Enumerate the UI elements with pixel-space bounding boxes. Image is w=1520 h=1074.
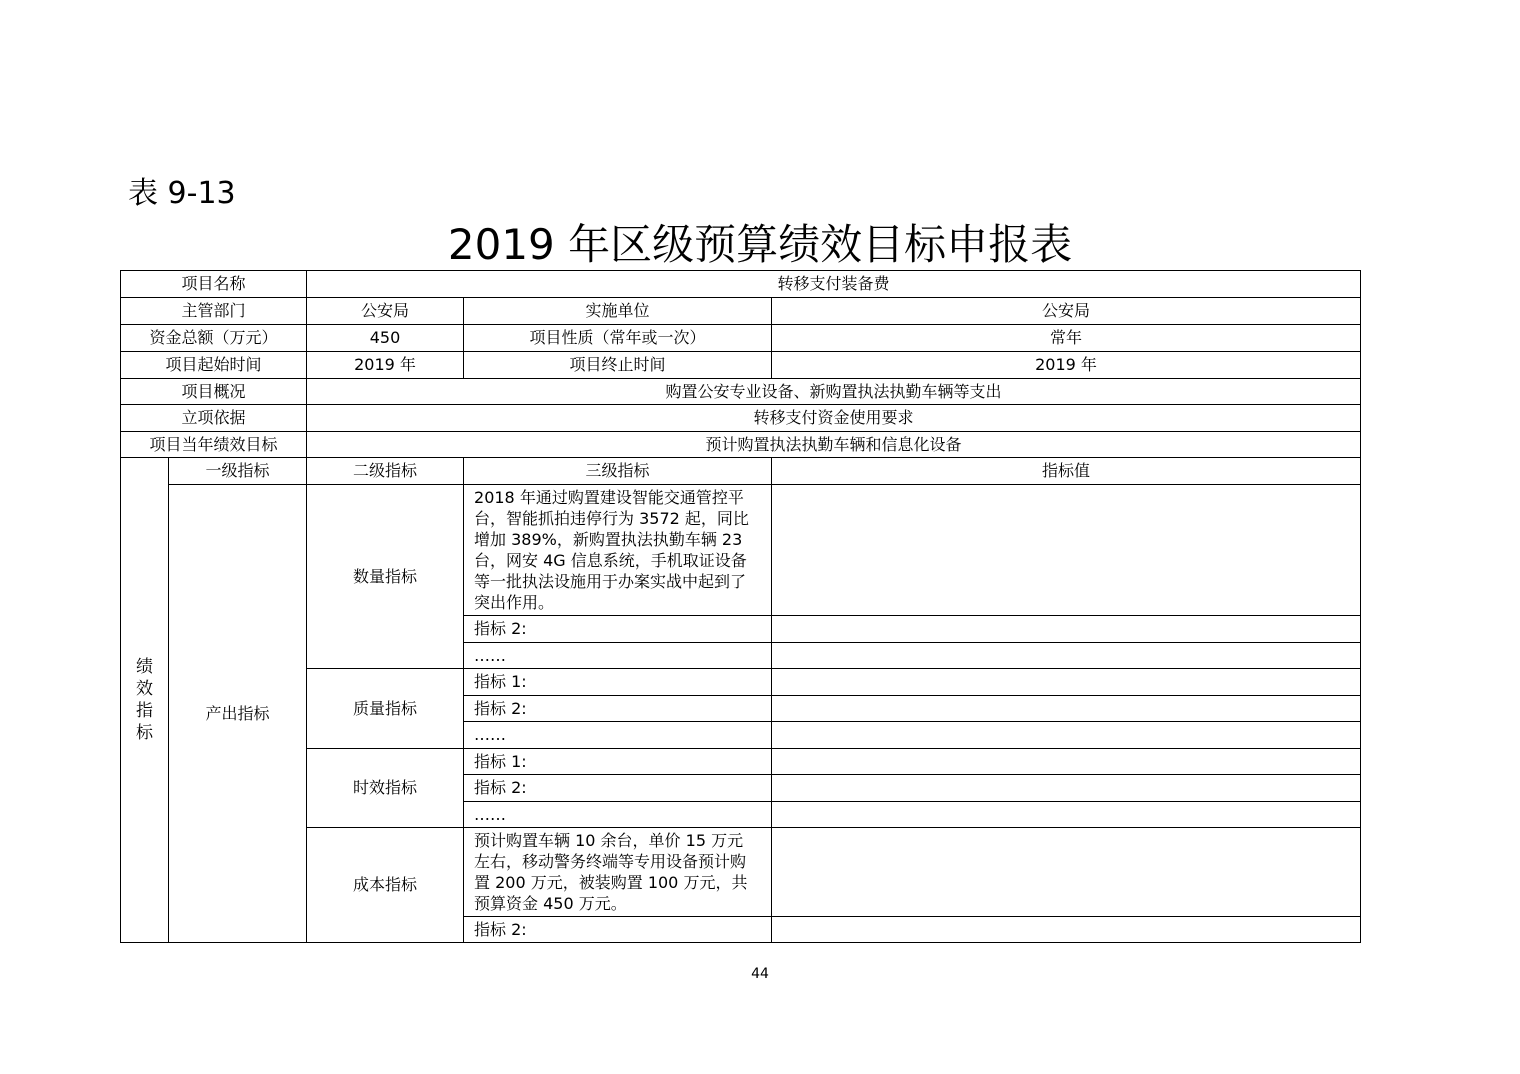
quantity-indicator-2-value (772, 616, 1361, 643)
timeliness-indicator-1-value (772, 749, 1361, 775)
quality-indicator-2: 指标 2: (464, 696, 772, 722)
cost-indicator-label: 成本指标 (307, 828, 464, 943)
quantity-indicator-label: 数量指标 (307, 485, 464, 669)
overview-label: 项目概况 (121, 379, 307, 405)
end-time-value: 2019 年 (772, 352, 1361, 379)
quantity-indicator-more: …… (464, 643, 772, 669)
dept-label: 主管部门 (121, 298, 307, 325)
timeliness-indicator-label: 时效指标 (307, 749, 464, 828)
output-indicator-label: 产出指标 (169, 485, 307, 943)
end-time-label: 项目终止时间 (464, 352, 772, 379)
quality-indicator-label: 质量指标 (307, 669, 464, 749)
timeliness-indicator-2-value (772, 775, 1361, 802)
header-level3: 三级指标 (464, 458, 772, 485)
project-name-value: 转移支付装备费 (307, 271, 1361, 298)
impl-unit-value: 公安局 (772, 298, 1361, 325)
impl-unit-label: 实施单位 (464, 298, 772, 325)
start-time-value: 2019 年 (307, 352, 464, 379)
performance-indicators-label: 绩效指标 (121, 458, 169, 943)
goal-value: 预计购置执法执勤车辆和信息化设备 (307, 432, 1361, 458)
goal-label: 项目当年绩效目标 (121, 432, 307, 458)
project-name-label: 项目名称 (121, 271, 307, 298)
dept-value: 公安局 (307, 298, 464, 325)
header-value: 指标值 (772, 458, 1361, 485)
basis-label: 立项依据 (121, 405, 307, 432)
header-level2: 二级指标 (307, 458, 464, 485)
quality-indicator-2-value (772, 696, 1361, 722)
table-number: 表 9-13 (128, 176, 236, 211)
quality-indicator-more-value (772, 722, 1361, 749)
overview-value: 购置公安专业设备、新购置执法执勤车辆等支出 (307, 379, 1361, 405)
cost-indicator-1-value (772, 828, 1361, 917)
timeliness-indicator-2: 指标 2: (464, 775, 772, 802)
quality-indicator-1-value (772, 669, 1361, 696)
cost-indicator-2-value (772, 917, 1361, 943)
budget-performance-table (120, 270, 1361, 943)
quality-indicator-1: 指标 1: (464, 669, 772, 696)
page-number: 44 (751, 966, 769, 982)
timeliness-indicator-more: …… (464, 802, 772, 828)
quantity-indicator-1-value (772, 485, 1361, 616)
nature-value: 常年 (772, 325, 1361, 352)
quantity-indicator-more-value (772, 643, 1361, 669)
header-level1: 一级指标 (169, 458, 307, 485)
basis-value: 转移支付资金使用要求 (307, 405, 1361, 432)
quality-indicator-more: …… (464, 722, 772, 749)
cost-indicator-1: 预计购置车辆 10 余台，单价 15 万元左右，移动警务终端等专用设备预计购置 200 万元，被装购置 100 万元，共预算资金 450 万元。 (464, 828, 772, 917)
timeliness-indicator-1: 指标 1: (464, 749, 772, 775)
fund-value: 450 (307, 325, 464, 352)
fund-label: 资金总额（万元） (121, 325, 307, 352)
start-time-label: 项目起始时间 (121, 352, 307, 379)
nature-label: 项目性质（常年或一次） (464, 325, 772, 352)
quantity-indicator-2: 指标 2: (464, 616, 772, 643)
page-title: 2019 年区级预算绩效目标申报表 (447, 220, 1073, 269)
timeliness-indicator-more-value (772, 802, 1361, 828)
quantity-indicator-1: 2018 年通过购置建设智能交通管控平台，智能抓拍违停行为 3572 起，同比增加 389%，新购置执法执勤车辆 23 台，网安 4G 信息系统，手机取证设备等一批执法设施用于办案实战中起到了突出作用。 (464, 485, 772, 616)
cost-indicator-2: 指标 2: (464, 917, 772, 943)
